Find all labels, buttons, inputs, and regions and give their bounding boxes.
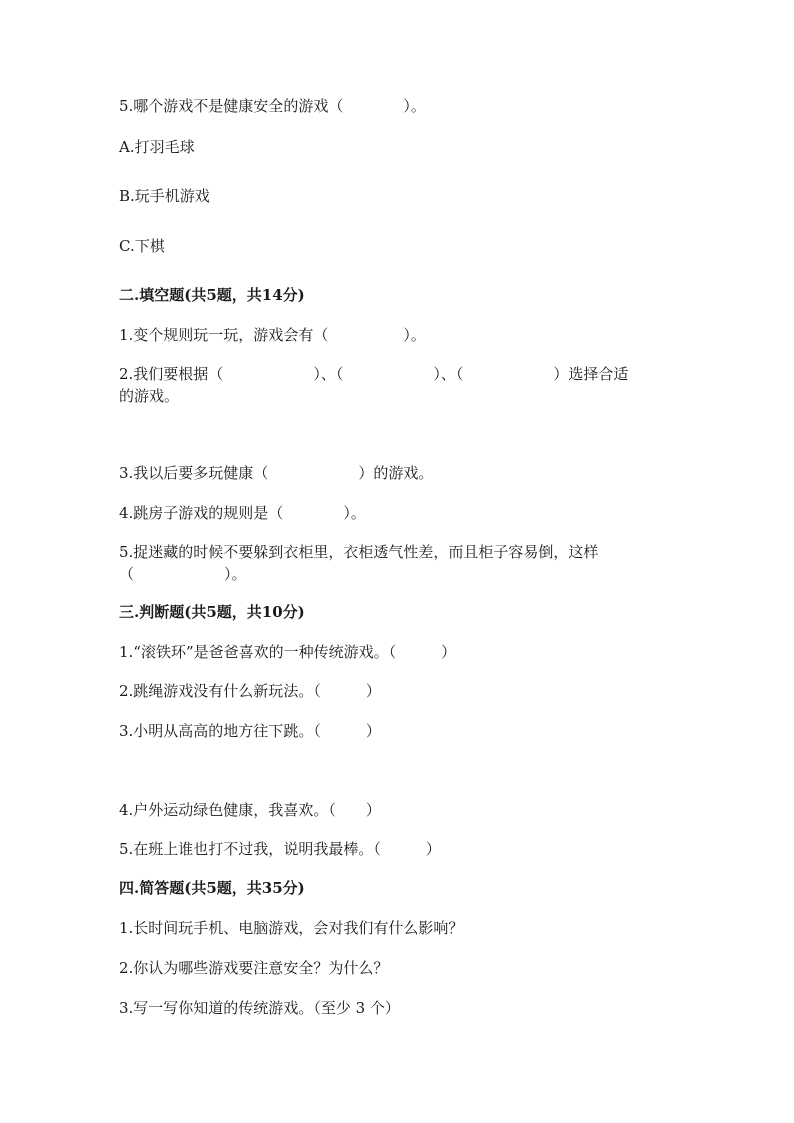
question-judge-3: 3.小明从高高的地方往下跳。（ ） [119,722,381,740]
question-fill-5-line2: （ ）。 [119,565,247,583]
question-fill-4: 4.跳房子游戏的规则是（ ）。 [119,504,366,522]
question-short-1: 1.长时间玩手机、电脑游戏，会对我们有什么影响？ [119,919,464,937]
option-a: A.打羽毛球 [119,138,195,156]
question-choice-5: 5.哪个游戏不是健康安全的游戏（ ）。 [119,97,426,115]
question-fill-3: 3.我以后要多玩健康（ ）的游戏。 [119,464,434,482]
question-fill-2-line2: 的游戏。 [119,387,180,405]
question-short-3: 3.写一写你知道的传统游戏。（至少 3 个） [119,999,400,1017]
question-fill-1: 1.变个规则玩一玩，游戏会有（ ）。 [119,326,426,344]
option-c: C.下棋 [119,237,165,255]
question-fill-5-line1: 5.捉迷藏的时候不要躲到衣柜里，衣柜透气性差，而且柜子容易倒，这样 [119,543,599,561]
question-judge-4: 4.户外运动绿色健康，我喜欢。（ ） [119,801,381,819]
question-short-2: 2.你认为哪些游戏要注意安全？为什么？ [119,959,389,977]
question-judge-2: 2.跳绳游戏没有什么新玩法。（ ） [119,682,381,700]
option-b: B.玩手机游戏 [119,187,210,205]
question-fill-2-line1: 2.我们要根据（ ）、（ ）、（ ）选择合适 [119,365,629,383]
section-heading-judge: 三.判断题(共5题，共10分) [119,603,305,621]
question-judge-1: 1.“滚铁环”是爸爸喜欢的一种传统游戏。（ ） [119,643,457,661]
section-heading-fill: 二.填空题(共5题，共14分) [119,286,305,304]
question-judge-5: 5.在班上谁也打不过我，说明我最棒。（ ） [119,840,441,858]
section-heading-short: 四.简答题(共5题，共35分) [119,879,305,897]
